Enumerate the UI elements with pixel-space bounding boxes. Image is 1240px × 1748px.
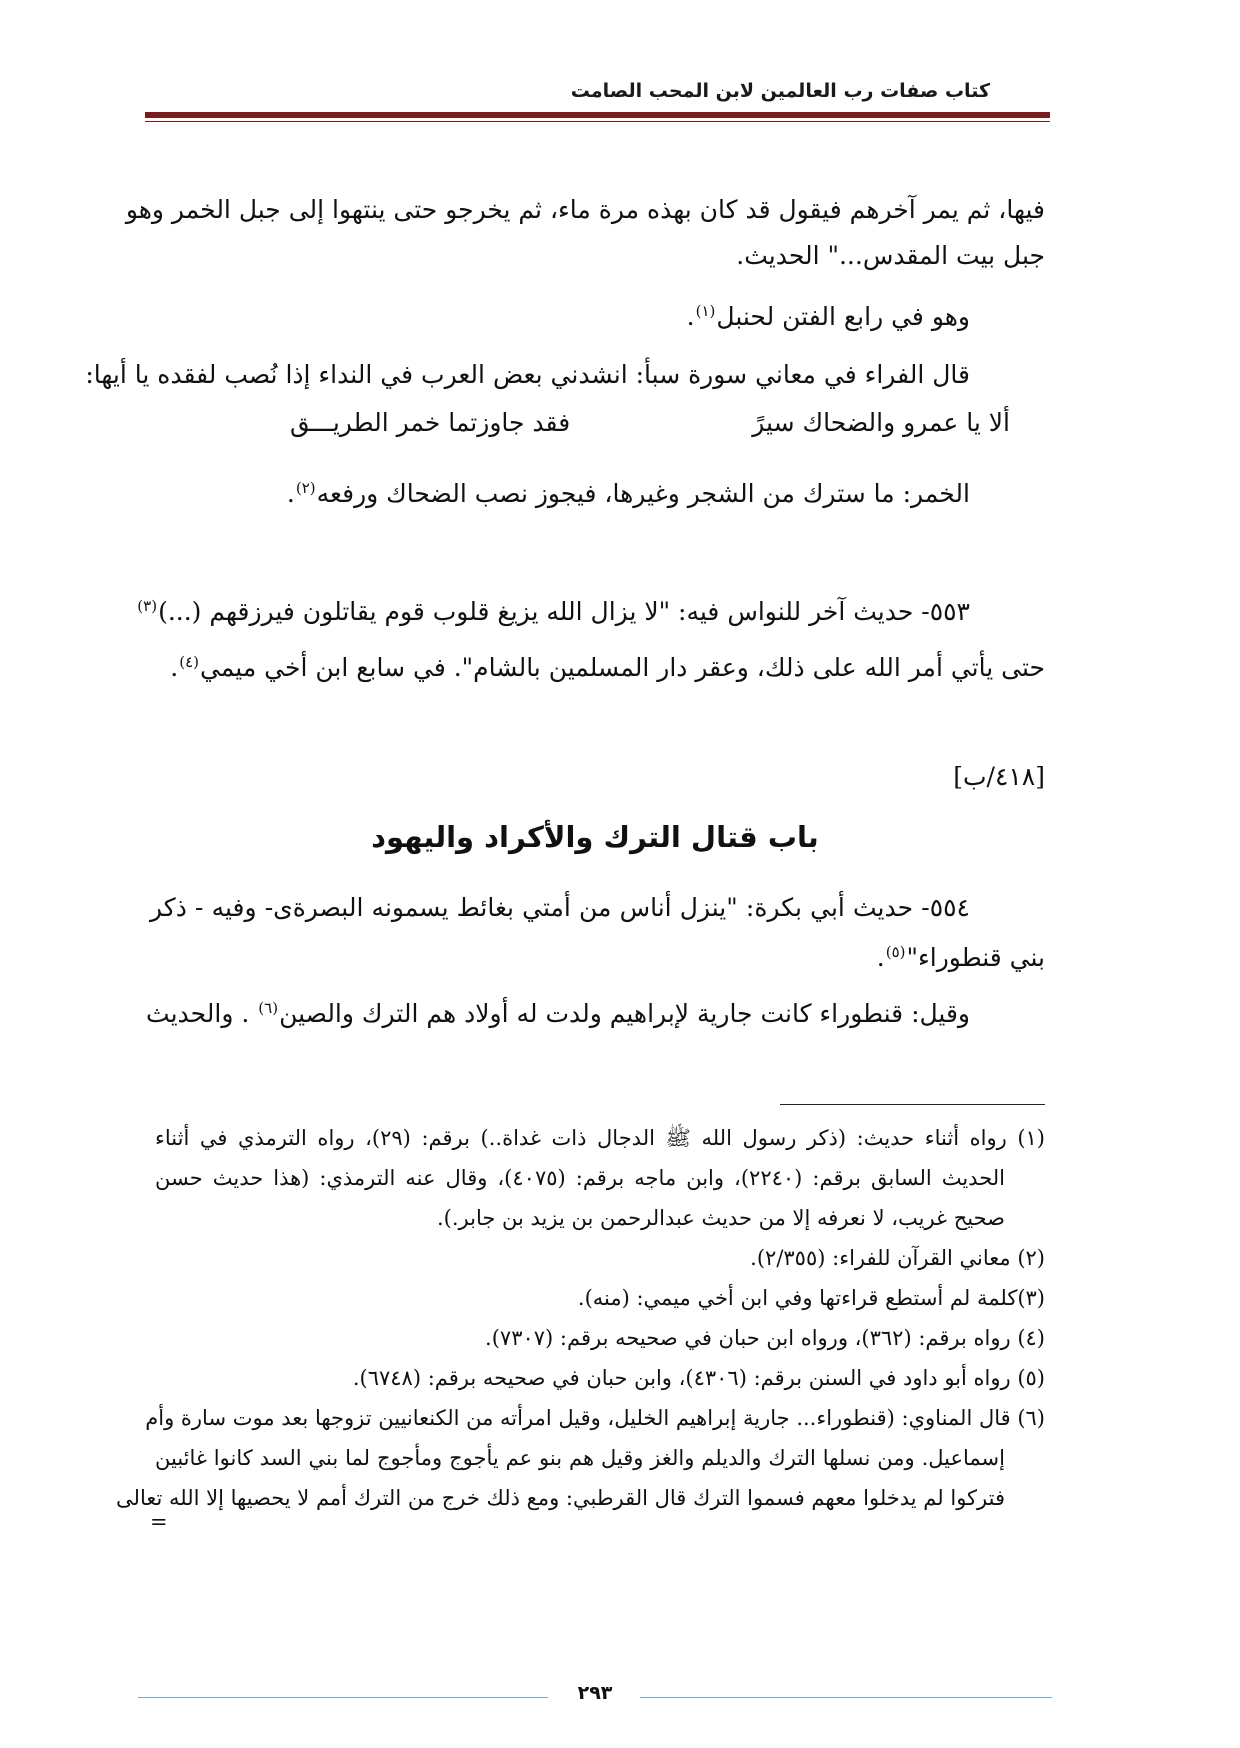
body-text: .: [876, 943, 885, 972]
footnote-3: (٣)كلمة لم أستطع قراءتها وفي ابن أخي ميمي: (منه).: [577, 1286, 1045, 1310]
hadith-553-line: [137, 592, 970, 632]
body-text: الخمر: ما سترك من الشجر وغيرها، فيجوز نصب الضحاك ورفعه: [316, 479, 970, 508]
poetry-verse: [290, 408, 1010, 448]
footnote-marker[interactable]: (٦): [258, 998, 279, 1017]
body-text: وهو في رابع الفتن لحنبل: [716, 302, 970, 331]
header-rule: [145, 112, 1050, 118]
hadith-553-line: [170, 648, 1045, 688]
footnote-marker[interactable]: (٥): [885, 942, 906, 961]
body-text: وقيل: قنطوراء كانت جارية لإبراهيم ولدت له أولاد هم الترك والصين: [279, 999, 970, 1028]
footnote-marker[interactable]: (٤): [179, 652, 199, 671]
body-line: قال الفراء في معاني سورة سبأ: انشدني بعض العرب في النداء إذا نُصب لفقده يا أيها:: [85, 360, 970, 389]
verse-second-hemistich: فقد جاوزتما خمر الطريـــق: [290, 408, 571, 437]
running-header-title: كتاب صفات رب العالمين لابن المحب الصامت: [570, 80, 990, 102]
hadith-554-line: [185, 938, 1045, 978]
footnote-1: (١) رواه أثناء حديث: (ذكر رسول الله ﷺ الدجال ذات غداة..) برقم: (٢٩)، رواه الترمذي في أثناء: [155, 1126, 1045, 1150]
verse-first-hemistich: ألا يا عمرو والضحاك سيرً: [752, 408, 1010, 437]
header-rule-thin: [145, 121, 1050, 122]
body-text: .: [686, 302, 695, 331]
body-text: .: [286, 479, 295, 508]
footnote-1-cont: صحيح غريب، لا نعرفه إلا من حديث عبدالرحمن بن يزيد بن جابر.).: [436, 1206, 1005, 1230]
footnote-continuation-mark: =: [150, 1510, 168, 1534]
manuscript-folio-ref: [٤١٨/ب]: [953, 762, 1045, 791]
footnote-6: (٦) قال المناوي: (قنطوراء... جارية إبراهيم الخليل، وقيل امرأته من الكنعانيين تزوجها بعد موت سارة وأم: [145, 1406, 1045, 1430]
body-text: . والحديث: [146, 999, 258, 1028]
page-number: ٢٩٣: [577, 1682, 613, 1704]
footnote-1-cont: الحديث السابق برقم: (٢٢٤٠)، وابن ماجه برقم: (٤٠٧٥)، وقال عنه الترمذي: (هذا حديث حسن: [155, 1166, 1005, 1190]
body-text: ٥٥٣- حديث آخر للنواس فيه: "لا يزال الله يزيغ قلوب قوم يقاتلون فيرزقهم (...): [158, 597, 970, 626]
hadith-554-line: ٥٥٤- حديث أبي بكرة: "ينزل أناس من أمتي بغائط يسمونه البصرةى- وفيه - ذكر: [150, 893, 970, 922]
body-text: بني قنطوراء": [906, 943, 1045, 972]
footnote-2: (٢) معاني القرآن للفراء: (٢/٣٥٥).: [750, 1246, 1045, 1270]
body-text: .: [170, 653, 179, 682]
footnote-marker[interactable]: (١): [695, 301, 716, 320]
footnote-5: (٥) رواه أبو داود في السنن برقم: (٤٣٠٦)، وابن حبان في صحيحه برقم: (٦٧٤٨).: [352, 1366, 1045, 1390]
body-line: فيها، ثم يمر آخرهم فيقول قد كان بهذه مرة ماء، ثم يخرجو حتى ينتهوا إلى جبل الخمر وهو: [125, 195, 1045, 224]
footnote-marker[interactable]: (٣): [137, 596, 158, 615]
body-line: [146, 994, 970, 1034]
footnote-4: (٤) رواه برقم: (٣٦٢)، ورواه ابن حبان في صحيحه برقم: (٧٣٠٧).: [485, 1326, 1045, 1350]
body-line: جبل بيت المقدس..." الحديث.: [736, 241, 1045, 270]
body-line: [170, 297, 970, 337]
footnote-marker[interactable]: (٢): [295, 478, 316, 497]
footnote-separator: [780, 1104, 1045, 1105]
body-line: [170, 474, 970, 514]
footer-rule-right: [640, 1697, 1052, 1698]
body-text: حتى يأتي أمر الله على ذلك، وعقر دار المسلمين بالشام". في سابع ابن أخي ميمي: [199, 653, 1045, 682]
footnote-6-cont: إسماعيل. ومن نسلها الترك والديلم والغز وقيل هم بنو عم يأجوج ومأجوج لما بني السد كانوا غائبين: [155, 1446, 1005, 1470]
footer-rule-left: [138, 1697, 548, 1698]
chapter-heading: باب قتال الترك والأكراد واليهود: [371, 820, 819, 854]
footnote-6-cont: فتركوا لم يدخلوا معهم فسموا الترك قال القرطبي: ومع ذلك خرج من الترك أمم لا يحصيها إلا الله تعالى: [116, 1486, 1005, 1510]
